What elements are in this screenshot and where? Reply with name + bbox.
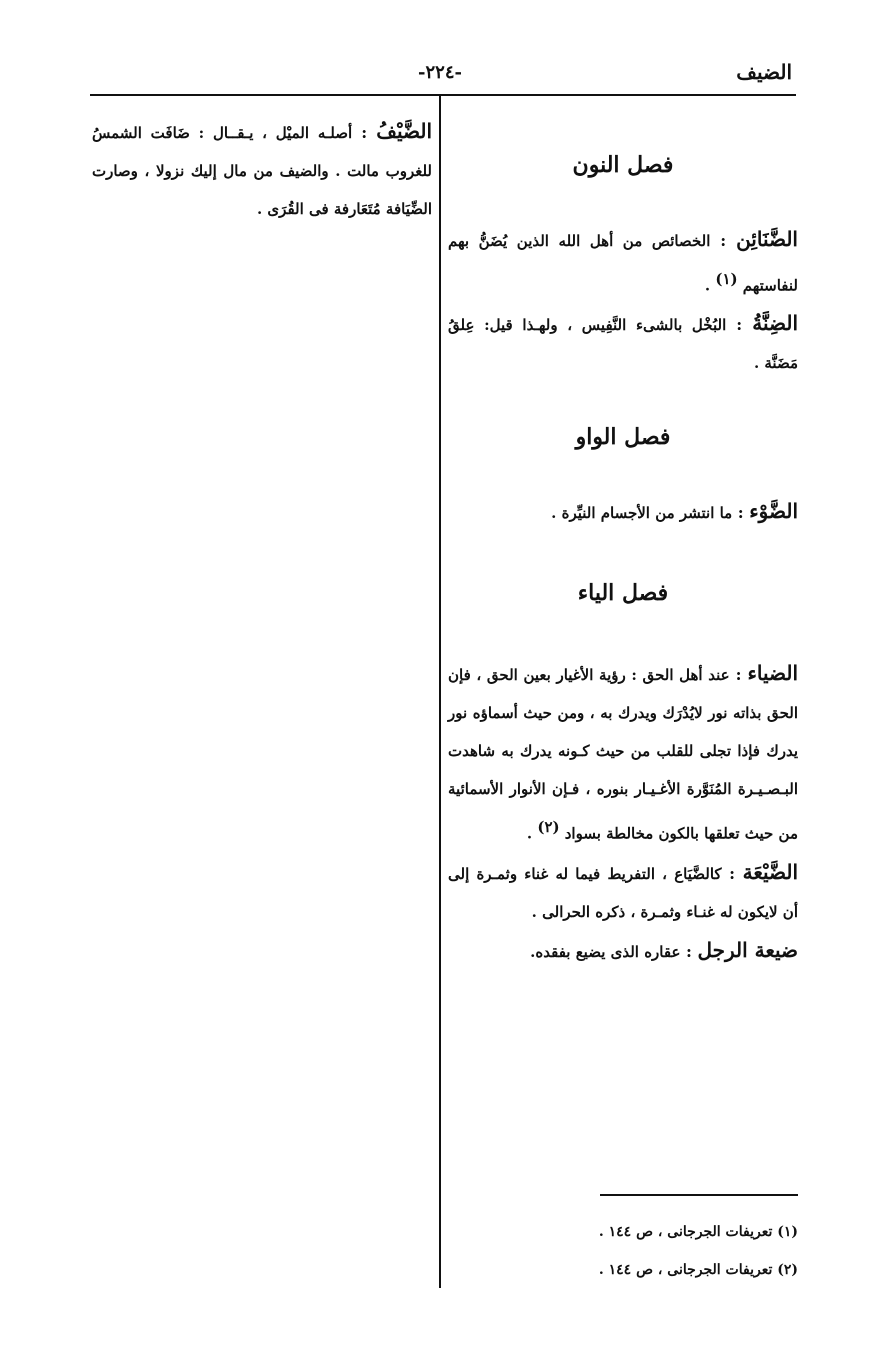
entry-term: الضياء bbox=[747, 661, 799, 686]
column-divider bbox=[439, 96, 441, 1288]
entry-definition: عقاره الذى يضيع بفقده. bbox=[530, 942, 681, 961]
entry-daw bbox=[448, 492, 798, 532]
entry-term: الضِنَّةُ bbox=[752, 311, 799, 336]
section-heading-ya: فصل الياء bbox=[577, 580, 669, 607]
entry-dayat-alrajul bbox=[448, 931, 798, 971]
entry-separator: : bbox=[680, 941, 698, 961]
left-column bbox=[92, 112, 432, 228]
entry-term: الضَّيْفُ bbox=[376, 119, 432, 143]
entry-term: الضَّيْعَة bbox=[742, 859, 798, 884]
entry-definition: الخصائص من أهل الله الذين يُضَنُّ بهم لنفاستهم bbox=[448, 232, 798, 295]
entry-dayf bbox=[92, 112, 432, 228]
footnote-1: (١) تعريفات الجرجانى ، ص ١٤٤ . bbox=[598, 1224, 798, 1240]
entry-definition: البُخْل بالشىء النَّفِيس ، ولهـذا قيل: عِلقُ مَضَنَّة . bbox=[448, 316, 798, 373]
footnote-2: (٢) تعريفات الجرجانى ، ص ١٤٤ . bbox=[598, 1262, 798, 1278]
entry-term: الضَّوْء bbox=[749, 499, 798, 524]
entry-separator: : bbox=[721, 863, 743, 883]
entry-separator: : bbox=[729, 665, 748, 685]
entry-dayaa bbox=[448, 853, 798, 931]
entry-definition: ما انتشر من الأجسام النيِّرة . bbox=[551, 504, 733, 523]
entry-term: ضيعة الرجل bbox=[697, 937, 798, 962]
page-number: -٢٢٤- bbox=[418, 62, 462, 83]
entry-diya bbox=[448, 654, 798, 852]
section-heading-waw: فصل الواو bbox=[575, 424, 671, 451]
footnote-rule bbox=[600, 1194, 798, 1196]
entry-separator: : bbox=[710, 231, 737, 250]
entry-separator: : bbox=[726, 315, 753, 335]
entry-term: الضَّنَائِن bbox=[736, 227, 798, 251]
running-header-word: الضيف bbox=[736, 60, 792, 84]
entry-separator: : bbox=[732, 503, 750, 523]
footnote-ref: (١) bbox=[715, 270, 738, 288]
entry-separator: : bbox=[352, 123, 377, 142]
entry-definition: كالضَّيَاع ، التفريط فيما له غناء وثمـرة إلى أن لايكون له غنـاء وثمـرة ، ذكره الحرالى . bbox=[448, 864, 798, 921]
section-heading-nun: فصل النون bbox=[572, 152, 674, 178]
entry-danain bbox=[448, 220, 798, 304]
entry-end: . bbox=[526, 824, 538, 843]
entry-dinna bbox=[448, 304, 798, 382]
entry-definition: أصلـه الميْل ، يـقــال : ضَافَت الشمسُ للغروب مالت . والضيف من مال إليك نزولا ، وصارت الضِّيَافة مُتَعَارفة فى القُرَى . bbox=[92, 124, 432, 218]
header-rule bbox=[90, 94, 796, 96]
right-column bbox=[448, 112, 798, 971]
footnote-ref: (٢) bbox=[537, 818, 560, 837]
entry-end: . bbox=[704, 276, 716, 295]
entry-definition: عند أهل الحق : رؤية الأغيار بعين الحق ، فإن الحق بذاته نور لايُدْرَك ويدرك به ، ومن حيث أسماؤه نور يدرك فإذا تجلى للقلب من حيث كـونه يدرك به شاهدت البـصـيـرة المُنَوَّرة الأغـيـار بنوره ، فـإن الأنوار الأسمائية من حيث تعلقها بالكون مخالطة بسواد bbox=[448, 666, 798, 843]
